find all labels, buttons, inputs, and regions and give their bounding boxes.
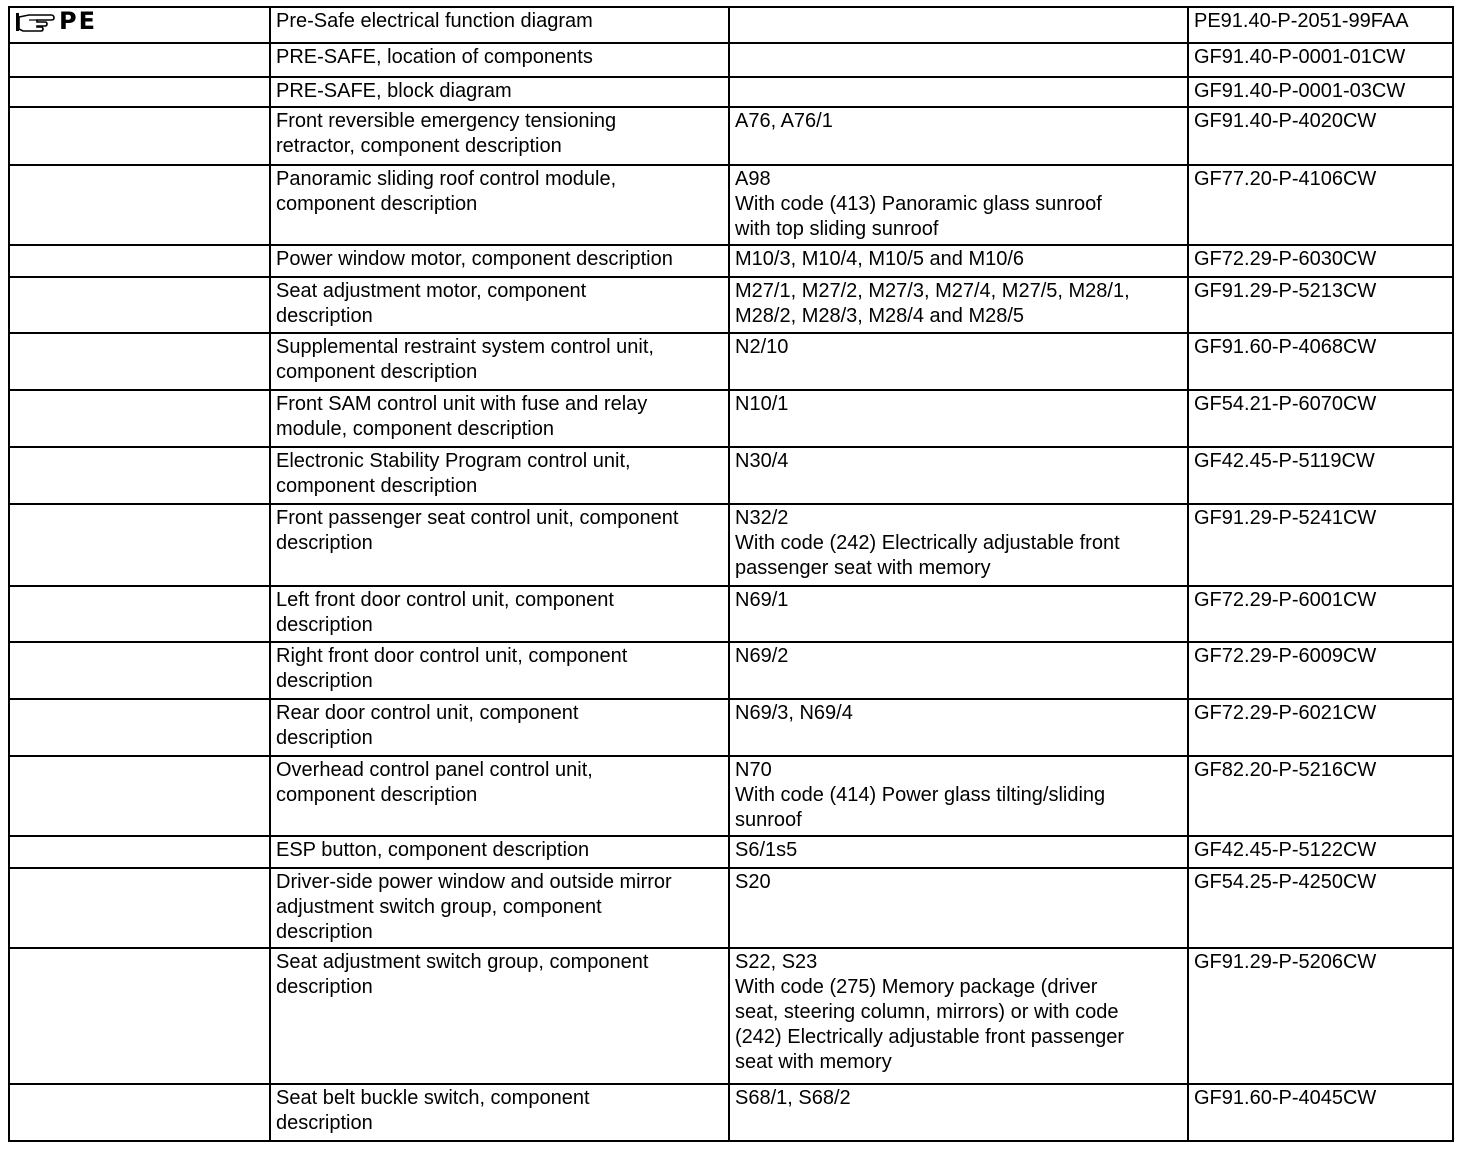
component-line: M28/2, M28/3, M28/4 and M28/5 [735, 305, 1025, 327]
document-number-cell[interactable] [1188, 948, 1453, 1084]
component-cell [729, 277, 1188, 333]
document-number-cell[interactable] [1188, 836, 1453, 868]
component-line: N69/3, N69/4 [735, 702, 853, 724]
marker-cell [9, 245, 270, 277]
marker-cell [9, 868, 270, 948]
table-row [9, 699, 1453, 756]
component-line: N70 [735, 759, 772, 781]
document-number[interactable]: GF54.25-P-4250CW [1194, 871, 1377, 893]
document-number[interactable]: GF54.21-P-6070CW [1194, 393, 1377, 415]
document-number-cell[interactable] [1188, 77, 1453, 107]
document-title-line: description [276, 727, 373, 749]
document-number-cell[interactable] [1188, 245, 1453, 277]
document-title-cell[interactable] [270, 43, 729, 77]
marker-cell [9, 836, 270, 868]
document-number-cell[interactable] [1188, 333, 1453, 390]
component-line: A98 [735, 168, 771, 190]
component-cell [729, 107, 1188, 165]
marker-cell [9, 277, 270, 333]
document-title-line: Front SAM control unit with fuse and relay [276, 393, 648, 415]
component-cell [729, 245, 1188, 277]
document-number-cell[interactable] [1188, 868, 1453, 948]
component-line: with top sliding sunroof [735, 218, 939, 240]
document-title-line: Rear door control unit, component [276, 702, 579, 724]
component-cell [729, 1084, 1188, 1141]
document-number[interactable]: GF72.29-P-6001CW [1194, 589, 1377, 611]
component-line: With code (414) Power glass tilting/sliding [735, 784, 1106, 806]
document-title-line: Driver-side power window and outside mirror [276, 871, 672, 893]
document-number[interactable]: GF91.60-P-4045CW [1194, 1087, 1377, 1109]
document-title-cell[interactable] [270, 586, 729, 642]
component-line: N69/2 [735, 645, 789, 667]
marker-cell [9, 642, 270, 699]
component-line: S22, S23 [735, 951, 818, 973]
document-title-cell[interactable] [270, 642, 729, 699]
component-line: With code (413) Panoramic glass sunroof [735, 193, 1102, 215]
document-title-line: description [276, 921, 373, 943]
document-title-line: Seat adjustment motor, component [276, 280, 587, 302]
document-title-cell[interactable] [270, 868, 729, 948]
document-title-line: component description [276, 193, 478, 215]
pe-marker [15, 9, 264, 34]
document-title-line: module, component description [276, 418, 554, 440]
document-number-cell[interactable] [1188, 586, 1453, 642]
table-row [9, 390, 1453, 447]
document-title-cell[interactable] [270, 7, 729, 43]
document-title-cell[interactable] [270, 1084, 729, 1141]
document-title-cell[interactable] [270, 165, 729, 245]
table-row [9, 43, 1453, 77]
marker-cell [9, 43, 270, 77]
component-cell [729, 642, 1188, 699]
document-title-line: Power window motor, component description [276, 248, 673, 270]
document-number[interactable]: GF91.40-P-4020CW [1194, 110, 1377, 132]
document-number[interactable]: GF91.29-P-5206CW [1194, 951, 1377, 973]
document-title-line: description [276, 976, 373, 998]
document-number-cell[interactable] [1188, 390, 1453, 447]
marker-cell [9, 390, 270, 447]
component-cell [729, 77, 1188, 107]
document-number-cell[interactable] [1188, 504, 1453, 586]
document-number-cell[interactable] [1188, 7, 1453, 43]
table-row [9, 7, 1453, 43]
document-title-line: PRE-SAFE, block diagram [276, 80, 512, 102]
document-number[interactable]: GF72.29-P-6030CW [1194, 248, 1377, 270]
document-title-cell[interactable] [270, 836, 729, 868]
marker-cell [9, 107, 270, 165]
document-title-line: Panoramic sliding roof control module, [276, 168, 617, 190]
component-cell [729, 699, 1188, 756]
document-number[interactable]: GF72.29-P-6021CW [1194, 702, 1377, 724]
document-title-line: ESP button, component description [276, 839, 590, 861]
component-cell [729, 756, 1188, 836]
document-title-cell[interactable] [270, 77, 729, 107]
document-number-cell[interactable] [1188, 277, 1453, 333]
marker-cell [9, 77, 270, 107]
component-cell [729, 390, 1188, 447]
document-title-line: Electronic Stability Program control unit, [276, 450, 631, 472]
component-line: S6/1s5 [735, 839, 798, 861]
document-title-line: component description [276, 361, 478, 383]
component-cell [729, 836, 1188, 868]
document-title-line: component description [276, 784, 478, 806]
reference-table [8, 6, 1454, 1142]
marker-cell [9, 165, 270, 245]
table-row [9, 333, 1453, 390]
document-title-line: Seat belt buckle switch, component [276, 1087, 590, 1109]
marker-cell [9, 333, 270, 390]
component-line: A76, A76/1 [735, 110, 833, 132]
document-title-line: description [276, 670, 373, 692]
marker-cell [9, 948, 270, 1084]
document-number[interactable]: GF72.29-P-6009CW [1194, 645, 1377, 667]
marker-cell [9, 504, 270, 586]
document-title-line: Overhead control panel control unit, [276, 759, 593, 781]
document-number[interactable]: GF91.60-P-4068CW [1194, 336, 1377, 358]
component-line: M10/3, M10/4, M10/5 and M10/6 [735, 248, 1025, 270]
document-title-line: PRE-SAFE, location of components [276, 46, 593, 68]
document-title-line: description [276, 532, 373, 554]
component-line: N69/1 [735, 589, 789, 611]
document-number[interactable]: GF91.40-P-0001-03CW [1194, 80, 1406, 102]
document-title-line: Pre-Safe electrical function diagram [276, 10, 593, 32]
table-row [9, 586, 1453, 642]
document-title-line: Right front door control unit, component [276, 645, 628, 667]
table-row [9, 948, 1453, 1084]
table-row [9, 277, 1453, 333]
document-title-cell[interactable] [270, 333, 729, 390]
component-cell [729, 586, 1188, 642]
table-row [9, 245, 1453, 277]
component-line: seat, steering column, mirrors) or with code [735, 1001, 1119, 1023]
document-number-cell[interactable] [1188, 107, 1453, 165]
pointing-hand-icon [15, 11, 55, 33]
document-title-line: Front passenger seat control unit, component [276, 507, 679, 529]
marker-cell [9, 447, 270, 504]
component-line: passenger seat with memory [735, 557, 991, 579]
document-title-line: description [276, 1112, 373, 1134]
table-row [9, 447, 1453, 504]
document-title-line: component description [276, 475, 478, 497]
document-title-cell[interactable] [270, 107, 729, 165]
table-row [9, 1084, 1453, 1141]
component-line: N2/10 [735, 336, 789, 358]
document-title-line: Supplemental restraint system control unit, [276, 336, 654, 358]
document-number[interactable]: GF91.29-P-5241CW [1194, 507, 1377, 529]
component-line: With code (275) Memory package (driver [735, 976, 1098, 998]
document-number[interactable]: GF82.20-P-5216CW [1194, 759, 1377, 781]
document-number-cell[interactable] [1188, 699, 1453, 756]
component-cell [729, 165, 1188, 245]
component-line: With code (242) Electrically adjustable front [735, 532, 1120, 554]
marker-cell [9, 586, 270, 642]
document-title-line: retractor, component description [276, 135, 562, 157]
component-cell [729, 333, 1188, 390]
document-title-cell[interactable] [270, 390, 729, 447]
document-number[interactable]: PE91.40-P-2051-99FAA [1194, 10, 1409, 32]
reference-table-body [9, 7, 1453, 1141]
document-title-cell[interactable] [270, 277, 729, 333]
component-line: N10/1 [735, 393, 789, 415]
component-cell [729, 7, 1188, 43]
marker-cell [9, 1084, 270, 1141]
marker-cell [9, 7, 270, 43]
document-number-cell[interactable] [1188, 1084, 1453, 1141]
component-line: N30/4 [735, 450, 789, 472]
marker-cell [9, 699, 270, 756]
marker-cell [9, 756, 270, 836]
component-line: M27/1, M27/2, M27/3, M27/4, M27/5, M28/1, [735, 280, 1130, 302]
component-line: S20 [735, 871, 771, 893]
table-row [9, 77, 1453, 107]
document-title-line: description [276, 305, 373, 327]
table-row [9, 642, 1453, 699]
document-number[interactable]: GF91.29-P-5213CW [1194, 280, 1377, 302]
document-number-cell[interactable] [1188, 165, 1453, 245]
document-number[interactable]: GF42.45-P-5119CW [1194, 450, 1375, 472]
document-number[interactable]: GF77.20-P-4106CW [1194, 168, 1377, 190]
document-number[interactable]: GF42.45-P-5122CW [1194, 839, 1377, 861]
table-row [9, 504, 1453, 586]
document-number-cell[interactable] [1188, 642, 1453, 699]
document-title-cell[interactable] [270, 447, 729, 504]
document-number-cell[interactable] [1188, 447, 1453, 504]
document-title-line: adjustment switch group, component [276, 896, 602, 918]
document-title-cell[interactable] [270, 699, 729, 756]
table-row [9, 165, 1453, 245]
document-title-cell[interactable] [270, 504, 729, 586]
component-cell [729, 504, 1188, 586]
document-number-cell[interactable] [1188, 43, 1453, 77]
component-line: seat with memory [735, 1051, 892, 1073]
document-title-line: Seat adjustment switch group, component [276, 951, 649, 973]
document-title-line: Front reversible emergency tensioning [276, 110, 617, 132]
document-title-cell[interactable] [270, 948, 729, 1084]
document-title-cell[interactable] [270, 756, 729, 836]
document-number[interactable]: GF91.40-P-0001-01CW [1194, 46, 1406, 68]
pe-label: PE [59, 7, 97, 35]
document-title-line: description [276, 614, 373, 636]
table-row [9, 107, 1453, 165]
table-row [9, 756, 1453, 836]
document-number-cell[interactable] [1188, 756, 1453, 836]
component-line: sunroof [735, 809, 802, 831]
document-title-line: Left front door control unit, component [276, 589, 614, 611]
component-cell [729, 868, 1188, 948]
component-cell [729, 948, 1188, 1084]
table-row [9, 836, 1453, 868]
document-title-cell[interactable] [270, 245, 729, 277]
table-row [9, 868, 1453, 948]
component-line: N32/2 [735, 507, 789, 529]
component-cell [729, 447, 1188, 504]
component-cell [729, 43, 1188, 77]
component-line: S68/1, S68/2 [735, 1087, 851, 1109]
component-line: (242) Electrically adjustable front passenger [735, 1026, 1125, 1048]
